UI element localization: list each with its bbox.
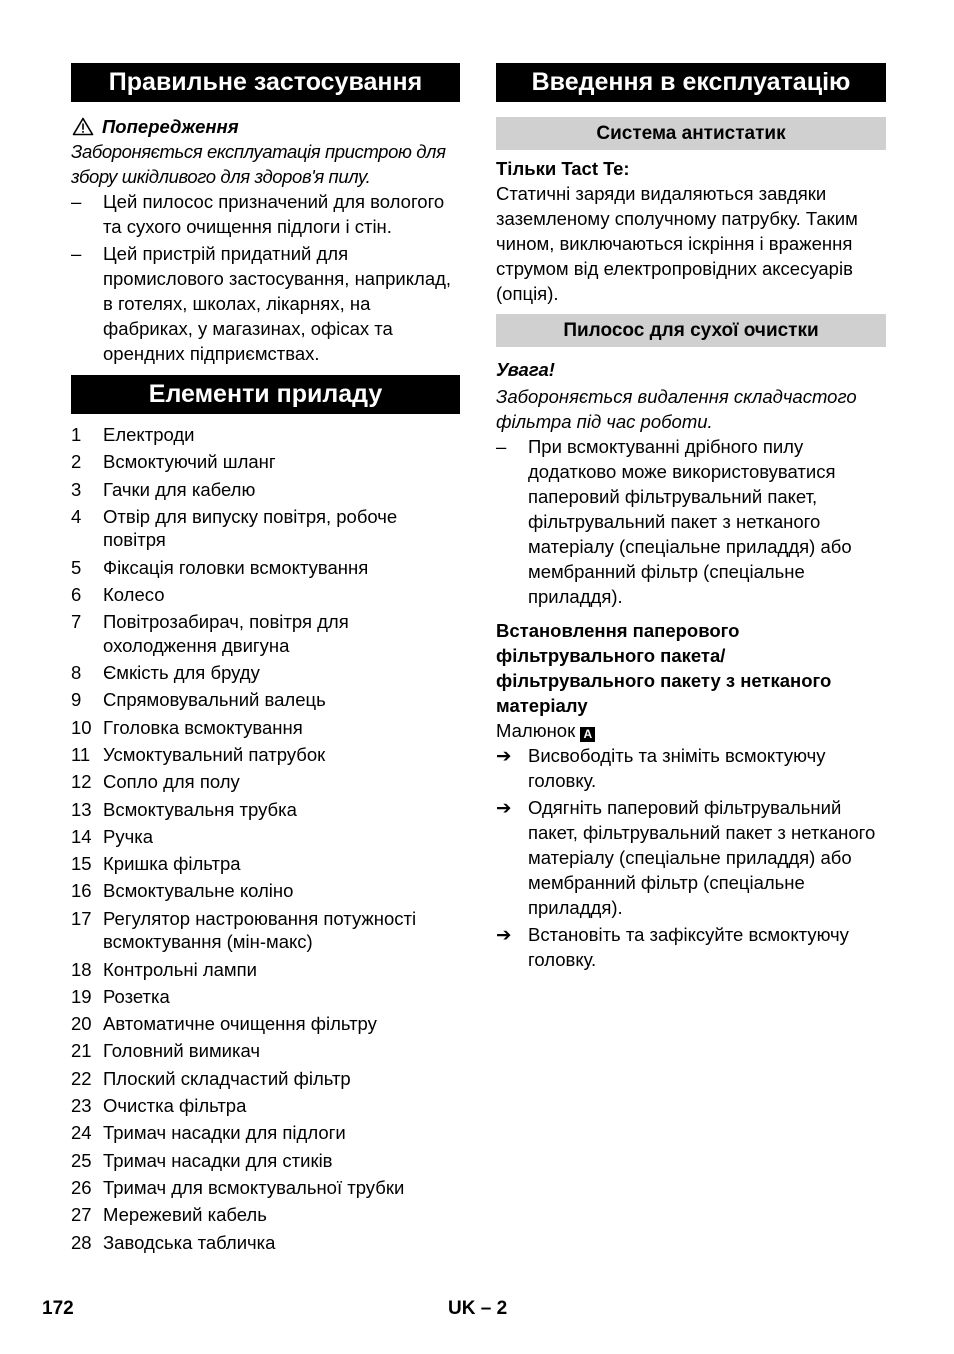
subsection-title-antistatic: Система антистатик [496,117,886,150]
parts-list [71,423,460,1254]
part-item [71,770,460,794]
part-number: 28 [71,1231,92,1253]
part-number: 4 [71,505,82,527]
part-item [71,661,460,685]
part-label: Спрямовувальний валець [103,689,326,711]
part-number: 8 [71,662,82,684]
part-item [71,478,460,502]
part-number: 12 [71,771,92,793]
step-text: Одягніть паперовий фільтрувальний пакет, фільтрувальний пакет з нетканого матеріалу (спеціальне приладдя) або мембранний фільтр (спеціальне приладдя). [528,797,876,918]
attention-label: Увага! [496,359,555,380]
part-item [71,879,460,903]
part-item [71,1149,460,1173]
page-number: 172 [42,1298,74,1319]
part-number: 3 [71,478,82,500]
part-number: 14 [71,825,92,847]
antistatic-text: Статичні заряди видаляються завдяки заземленому сполучному патрубку. Таким чином, виключаються іскріння і враження струмом від електропровідних аксесуарів (опція). [496,183,858,304]
bullet-text: Цей пристрій придатний для промислового застосування, наприклад, в готелях, школах, лікарнях, на фабриках, у магазинах, офісах та орендних підприємствах. [103,243,452,364]
part-number: 10 [71,716,92,738]
part-label: Тримач для всмоктувальної трубки [103,1176,405,1198]
part-item [71,505,460,552]
part-number: 20 [71,1013,92,1035]
attention-text: Забороняється видалення складчастого фільтра під час роботи. [496,386,857,432]
bullet-text: Цей пилосос призначений для вологого та сухого очищення підлоги і стін. [103,191,445,237]
list-item [496,434,886,609]
part-number: 13 [71,798,92,820]
part-label: Контрольні лампи [103,958,257,980]
part-item [71,423,460,447]
part-item [71,1012,460,1036]
part-item [71,1094,460,1118]
only-model-label: Тільки Tact Te: [496,158,630,179]
part-item [71,716,460,740]
figure-reference [496,718,886,743]
part-number: 7 [71,611,82,633]
part-label: Електроди [103,424,195,445]
part-label: Ємкість для бруду [103,662,260,684]
part-label: Тримач насадки для стиків [103,1149,333,1171]
part-number: 11 [71,743,91,765]
figure-letter-badge: A [580,727,595,742]
subsection-title-dry-vacuum: Пилосос для сухої очистки [496,314,886,347]
part-item [71,985,460,1009]
part-number: 5 [71,556,82,578]
part-label: Повітрозабирач, повітря для охолодження двигуна [103,611,349,656]
part-item [71,852,460,876]
part-label: Сопло для полу [103,771,240,793]
part-label: Ручка [103,825,154,847]
part-item [71,556,460,580]
section-title-device-elements: Елементи приладу [71,375,460,414]
part-label: Гголовка всмоктування [103,716,303,738]
part-label: Гачки для кабелю [103,478,256,500]
warning-text: Забороняється експлуатація пристрою для збору шкідливого для здоров'я пилу. [71,141,446,187]
part-label: Очистка фільтра [103,1095,247,1117]
part-number: 19 [71,985,92,1007]
part-number: 6 [71,583,82,605]
part-label: Тримач насадки для підлоги [103,1122,346,1144]
part-number: 18 [71,958,92,980]
part-label: Всмоктуючий шланг [103,451,276,473]
part-number: 23 [71,1095,92,1117]
part-label: Всмоктувальня трубка [103,798,297,820]
part-number: 27 [71,1204,92,1226]
part-number: 2 [71,451,82,473]
dash-mark: – [71,243,82,264]
section-title-commissioning: Введення в експлуатацію [496,63,886,102]
part-label: Заводська табличка [103,1231,276,1253]
part-item [71,958,460,982]
part-label: Автоматичне очищення фільтру [103,1013,377,1035]
part-item [71,450,460,474]
part-number: 17 [71,907,92,929]
part-label: Усмоктувальний патрубок [103,743,326,765]
right-column [496,63,886,972]
arrow-right-icon: ➔ [496,797,512,818]
step-text: Встановіть та зафіксуйте всмоктуючу головку. [528,924,849,970]
part-label: Розетка [103,985,170,1007]
step-item [496,795,886,920]
install-heading: Встановлення паперового фільтрувального пакета/ фільтрувального пакету з нетканого матеріалу [496,620,832,716]
part-item [71,907,460,954]
part-label: Кришка фільтра [103,853,241,875]
left-column [71,63,460,1254]
dash-mark: – [71,191,82,212]
part-number: 21 [71,1040,92,1062]
arrow-right-icon: ➔ [496,745,512,766]
part-item [71,1121,460,1145]
part-number: 22 [71,1067,92,1089]
part-item [71,743,460,767]
part-number: 25 [71,1149,92,1171]
part-label: Регулятор настроювання потужності всмоктування (мін-макс) [103,907,417,953]
part-item [71,688,460,712]
part-label: Отвір для випуску повітря, робоче повітря [103,505,398,551]
part-item [71,798,460,822]
part-item [71,1067,460,1091]
dash-mark: – [496,436,507,457]
part-number: 9 [71,689,82,711]
part-item [71,610,460,657]
part-label: Плоский складчастий фільтр [103,1067,351,1089]
part-label: Головний вимикач [103,1040,261,1062]
part-label: Всмоктувальне коліно [103,880,294,902]
part-item [71,583,460,607]
arrow-right-icon: ➔ [496,924,512,945]
section-title-intended-use: Правильне застосування [71,63,460,102]
part-item [71,1039,460,1063]
bullet-text: При всмоктуванні дрібного пилу додатково може використовуватися паперовий фільтрувальний пакет, фільтрувальний пакет з нетканого матеріалу (спеціальне приладдя) або мембранний фільтр (спеціальне приладдя). [528,436,852,607]
part-number: 16 [71,880,92,902]
part-label: Фіксація головки всмоктування [103,556,369,578]
step-item [496,743,886,793]
part-label: Мережевий кабель [103,1204,267,1226]
part-number: 15 [71,853,92,875]
warning-label: Попередження [102,115,239,137]
part-item [71,1203,460,1227]
step-text: Висвободіть та зніміть всмоктуючу головку. [528,745,826,791]
page-code: UK – 2 [448,1298,508,1319]
part-number: 26 [71,1176,92,1198]
part-number: 1 [71,424,82,445]
list-item [71,241,460,366]
step-item [496,922,886,972]
part-item [71,825,460,849]
warning-triangle-icon [72,117,94,136]
warning-heading [71,114,460,139]
list-item [71,189,460,239]
part-number: 24 [71,1122,92,1144]
part-item [71,1231,460,1255]
part-label: Колесо [103,583,165,605]
part-item [71,1176,460,1200]
figure-label: Малюнок [496,720,576,741]
